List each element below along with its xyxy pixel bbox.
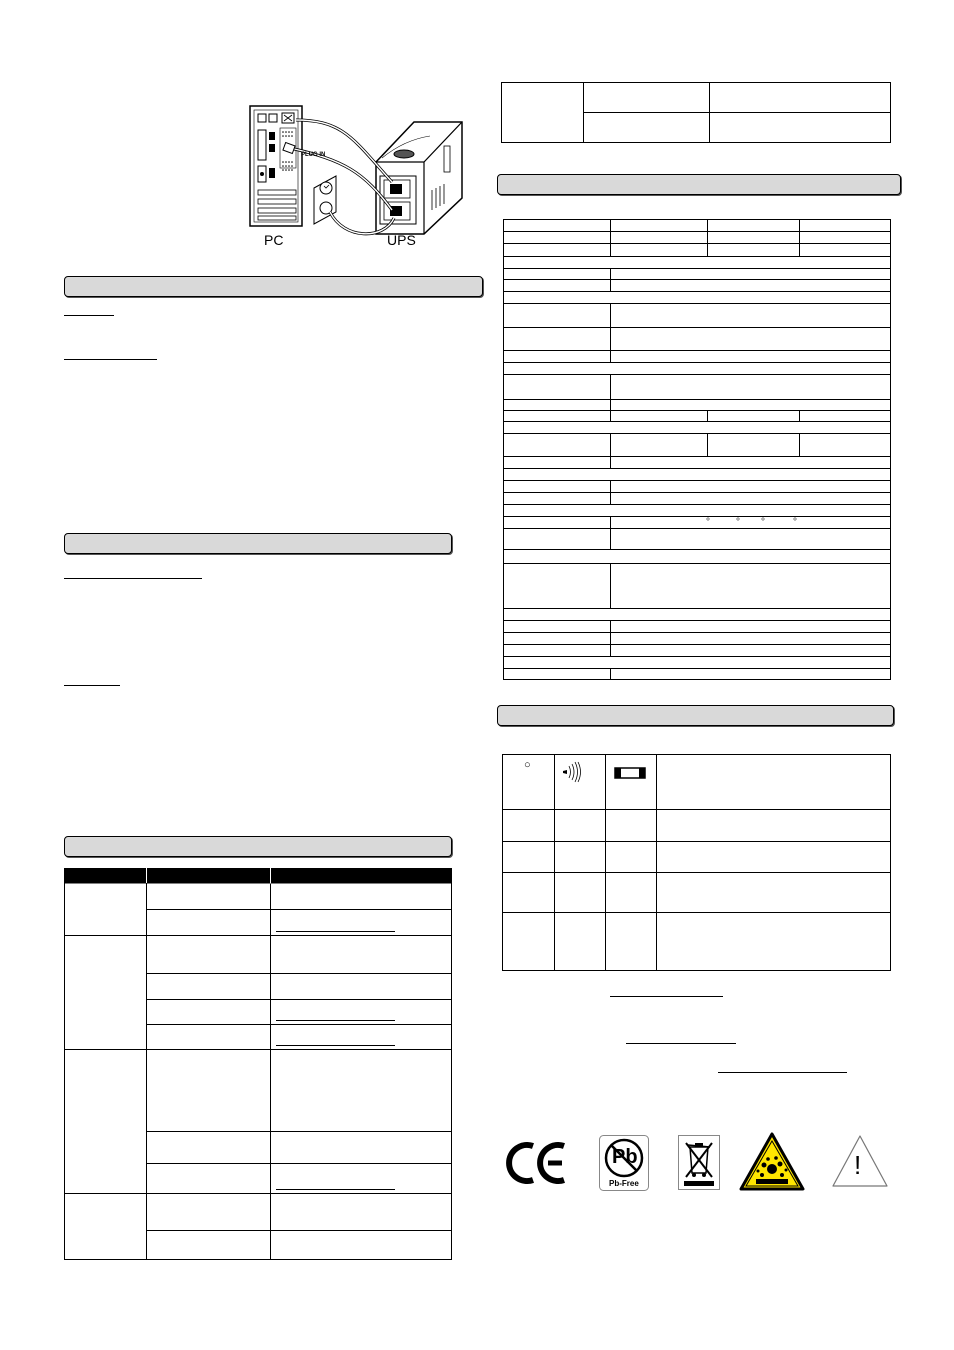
fuse-icon	[615, 768, 645, 778]
pb-free-label: Pb-Free	[609, 1179, 639, 1188]
section-header-bar-3	[64, 836, 452, 857]
ups-label: UPS	[387, 232, 416, 248]
led-indicator-table	[502, 754, 891, 972]
section-header-bar-4	[497, 174, 901, 195]
specifications-table	[503, 219, 891, 681]
section-header-bar-5	[497, 705, 894, 726]
subheading-rule-4	[64, 685, 120, 686]
caution-triangle-icon	[830, 1133, 890, 1189]
note-rule-1	[610, 996, 723, 997]
subheading-rule-2	[64, 359, 157, 360]
section-header-bar-2	[64, 533, 452, 554]
pb-free-icon	[599, 1135, 649, 1191]
explosion-hazard-icon	[738, 1131, 806, 1193]
caution-exclamation: !	[854, 1150, 862, 1180]
weee-bin-icon	[678, 1135, 720, 1190]
troubleshooting-table	[64, 868, 452, 1260]
pb-symbol: Pb	[612, 1146, 638, 1168]
top-right-table	[501, 82, 891, 144]
pc-label: PC	[264, 232, 284, 248]
pc-tower-icon	[250, 106, 302, 226]
plug-in-label: PLUG IN	[301, 152, 326, 158]
ce-mark-icon	[506, 1142, 568, 1184]
section-header-bar-1	[64, 276, 483, 297]
subheading-rule-3	[64, 578, 202, 579]
subheading-rule-1	[64, 315, 114, 316]
connection-diagram	[244, 100, 466, 252]
led-circle-icon: ○	[524, 759, 531, 771]
note-rule-3	[718, 1072, 847, 1073]
note-rule-2	[626, 1043, 736, 1044]
